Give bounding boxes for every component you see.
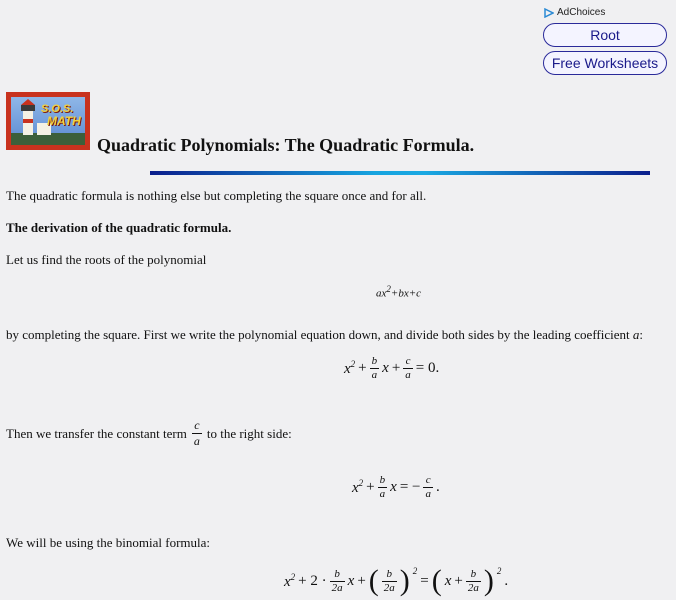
transfer-paragraph: Then we transfer the constant term $\frac{c}{a}$ to the right side:: [6, 418, 292, 448]
completing-paragraph: by completing the square. First we write the polynomial equation down, and divide both sides by the leading coefficient a:: [6, 327, 643, 342]
free-worksheets-button[interactable]: Free Worksheets: [543, 51, 667, 75]
derivation-heading: The derivation of the quadratic formula.: [6, 220, 232, 235]
binomial-paragraph: We will be using the binomial formula:: [6, 535, 211, 550]
intro-paragraph: The quadratic formula is nothing else but completing the square once and for all.: [6, 188, 427, 203]
adchoices-triangle-icon: [544, 8, 554, 18]
equation-binomial: $x^2$ + 2 · $\frac{b}{2a}$ x + ( $\frac{b}{2a}$ ) $^2$ = ( x + $\frac{b}{2a}$ ) $^2$ .: [284, 564, 509, 597]
title-divider: [150, 171, 650, 175]
find-roots-paragraph: Let us find the roots of the polynomial: [6, 252, 207, 267]
sos-math-logo[interactable]: [6, 92, 90, 150]
root-button[interactable]: Root: [543, 23, 667, 47]
adchoices-label: AdChoices: [557, 7, 606, 18]
logo-line-1: S.O.S.: [41, 103, 74, 115]
adchoices-link[interactable]: [544, 7, 605, 18]
logo-line-2: MATH: [47, 114, 81, 128]
equation-divided: $x^2$ + $\frac{b}{a}$ x + $\frac{c}{a}$ = 0.: [344, 355, 440, 381]
equation-transferred: $x^2$ + $\frac{b}{a}$ x = − $\frac{c}{a}$ .: [352, 474, 440, 500]
polynomial-expression: $ax^2+bx+c$: [376, 284, 422, 300]
page-title: Quadratic Polynomials: The Quadratic Formula.: [97, 135, 475, 155]
